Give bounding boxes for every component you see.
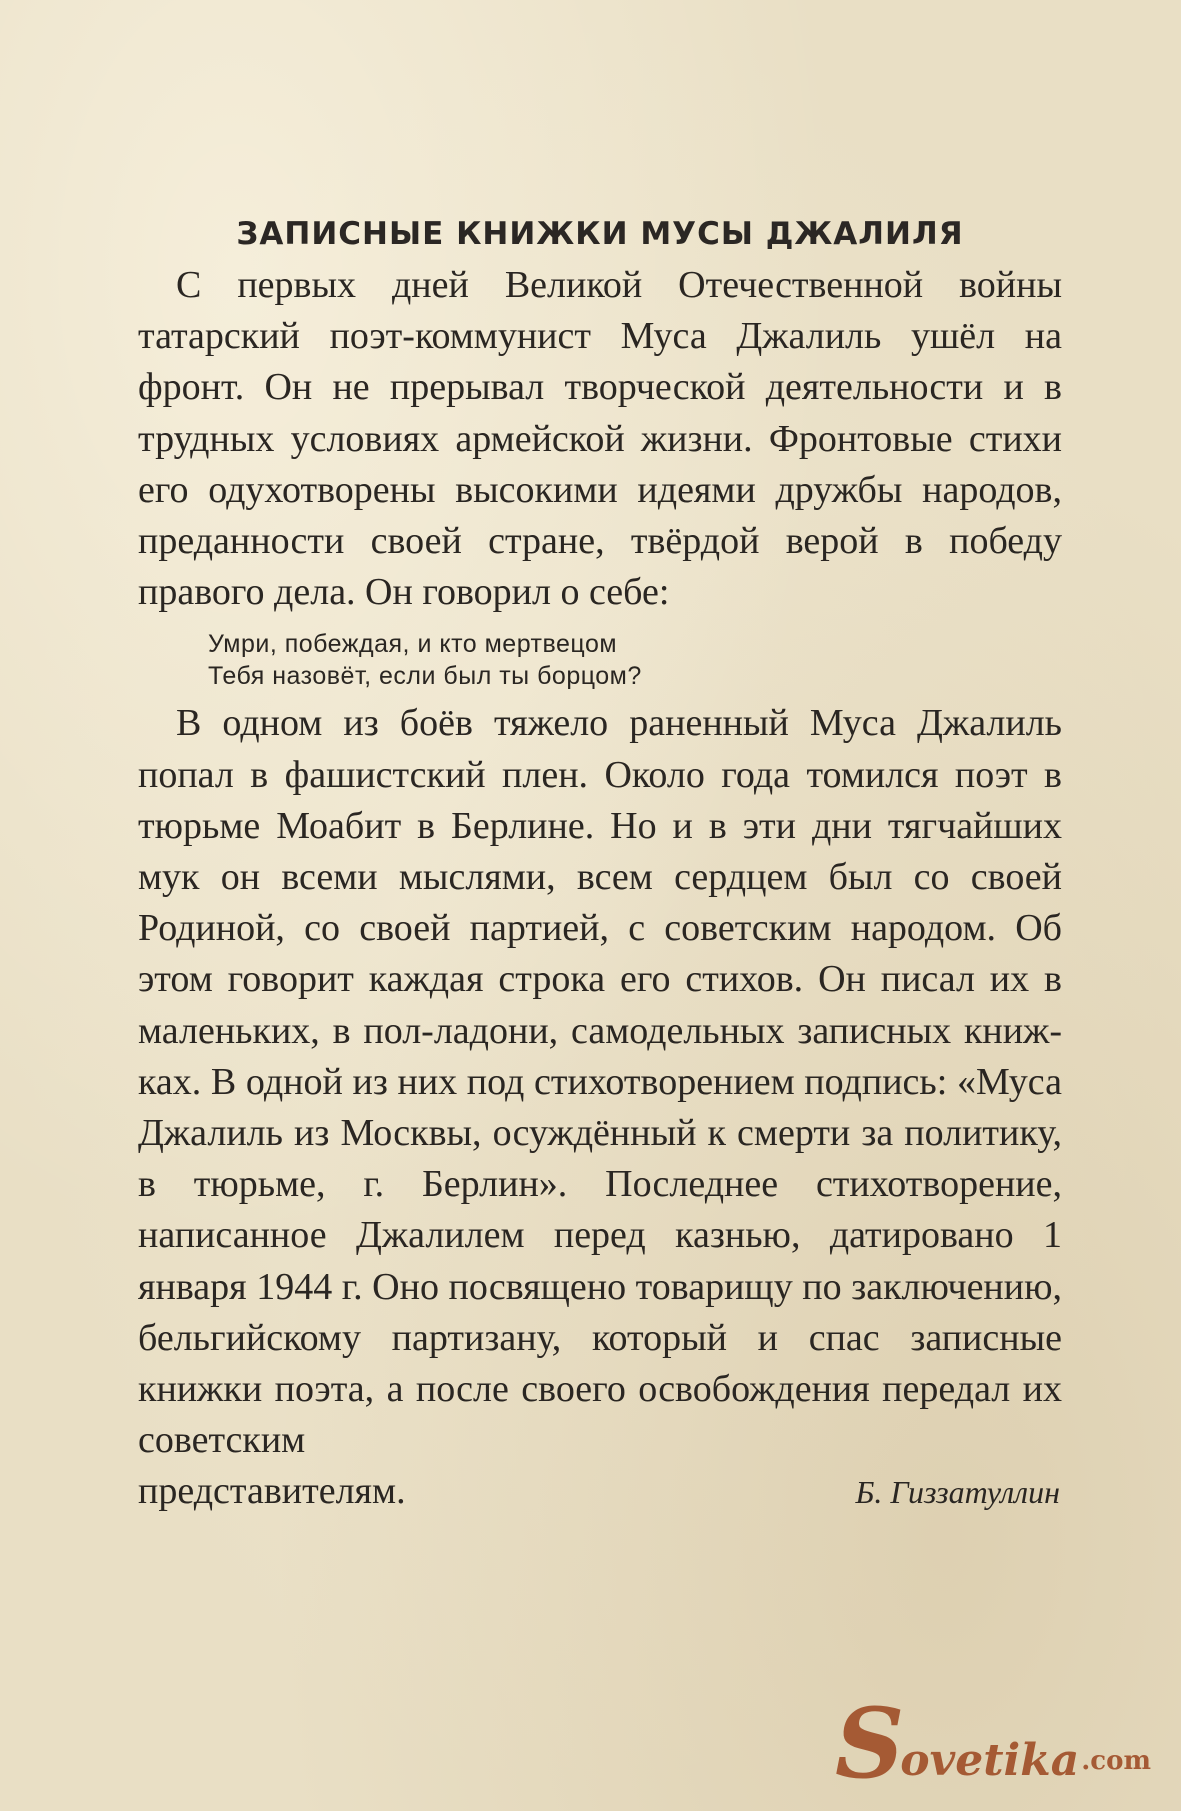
paragraph-main: В одном из боёв тяжело раненный Муса Джалиль попал в фашистский плен. Около года томился поэт в тюрьме Моабит в Берлине. Но и в эти дни тягчайших мук он всеми мыслями, всем сердцем был со своей Родиной, со своей партией, с советским народом. Об этом говорит каждая строка его стихов. Он писал их в маленьких, в пол-ладони, самодельных записных книжках. В одной из них под стихотворением подпись: «Муса Джалиль из Москвы, осуждённый к смерти за политику, в тюрьме, г. Берлин». Последнее стихотворение, написанное Джалилем перед казнью, датировано 1 января 1944 г. Оно посвящено товарищу по заключению, бельгийскому партизану, который и спас записные книжки поэта, а после своего освобождения передал их советским xyxy=(138,702,1062,1462)
article xyxy=(138,212,1062,1519)
verse-line-1: Умри, побеждая, и кто мертвецом xyxy=(208,630,618,659)
closing-text: представителям. xyxy=(138,1470,406,1513)
sovetika-watermark xyxy=(834,1687,1151,1800)
paragraph-intro: С первых дней Великой Отечественной войны татарский поэт-коммунист Муса Джалиль ушёл на фронт. Он не прерывал творческой деятельности и в трудных условиях армейской жизни. Фронтовые стихи его одухотворены высокими идеями дружбы народов, преданности своей стране, твёрдой верой в победу правого дела. Он говорил о себе: xyxy=(138,264,1062,614)
watermark-logo-text: ovetika xyxy=(900,1735,1080,1786)
verse-line-2: Тебя назовёт, если был ты борцом? xyxy=(208,662,642,691)
article-title: ЗАПИСНЫЕ КНИЖКИ МУСЫ ДЖАЛИЛЯ xyxy=(236,216,964,252)
closing-row xyxy=(138,1466,1062,1518)
verse-quote xyxy=(208,628,1062,692)
watermark-domain: .com xyxy=(1081,1746,1151,1776)
watermark-logo-letter: S xyxy=(834,1687,905,1800)
author-signature: Б. Гиззатуллин xyxy=(855,1474,1060,1511)
